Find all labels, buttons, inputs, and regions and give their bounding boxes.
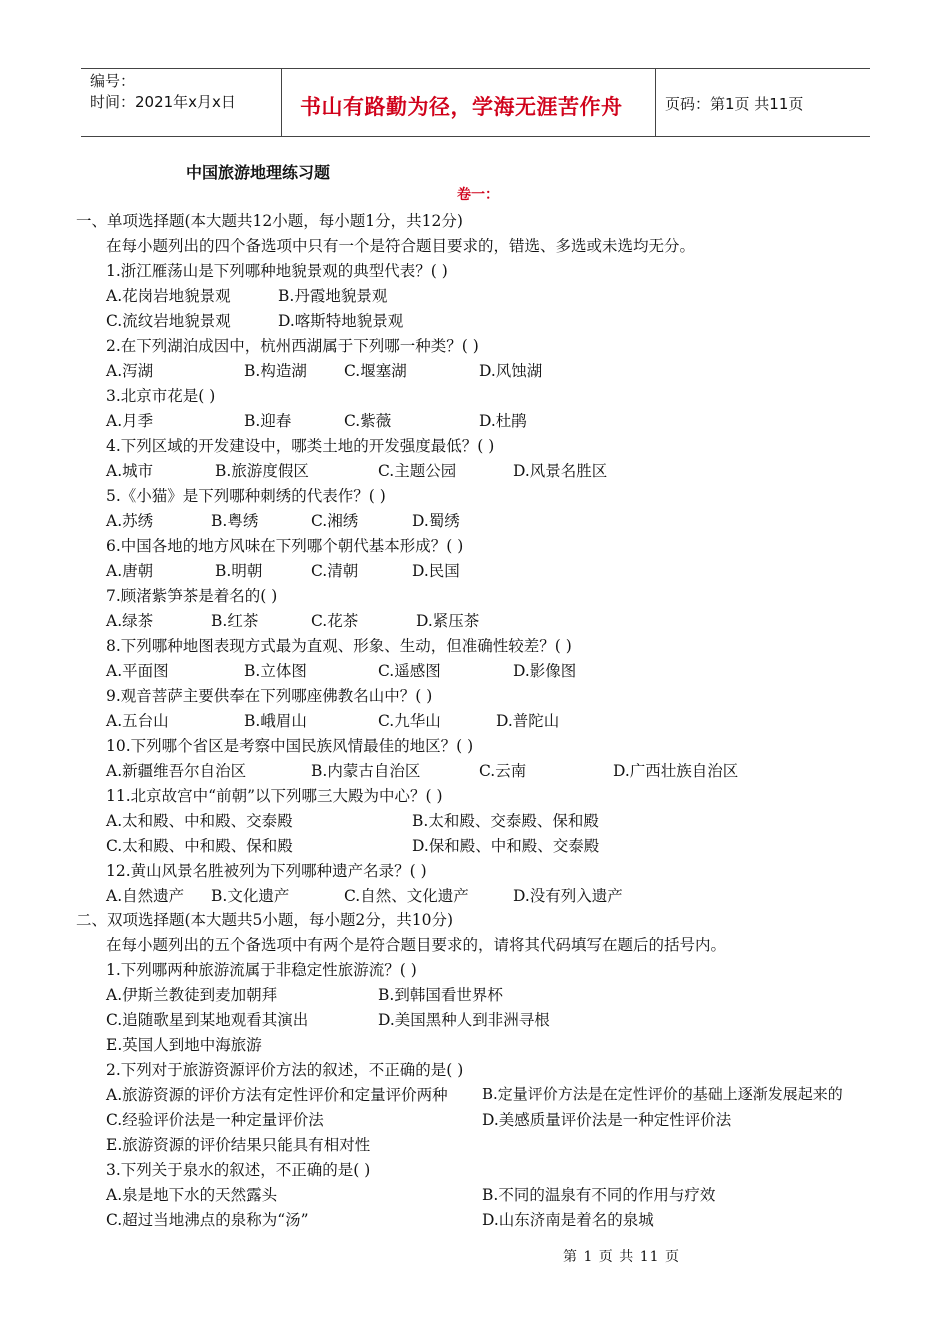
option-d: D.影像图 xyxy=(513,662,577,680)
option-c: C.堰塞湖 xyxy=(344,362,407,380)
option-c: C.超过当地沸点的泉称为“汤” xyxy=(106,1211,309,1229)
option-b: B.旅游度假区 xyxy=(215,462,309,480)
section1-heading: 一、单项选择题(本大题共12小题，每小题1分，共12分) xyxy=(76,212,463,230)
option-c: C.紫薇 xyxy=(344,412,392,430)
option-d: D.美国黑种人到非洲寻根 xyxy=(378,1011,550,1029)
option-b: B.立体图 xyxy=(244,662,307,680)
question-text: 5.《小猫》是下列哪种刺绣的代表作？( ) xyxy=(106,487,386,505)
option-b: B.太和殿、交泰殿、保和殿 xyxy=(412,812,599,830)
option-a: A.城市 xyxy=(106,462,154,480)
question-text: 9.观音菩萨主要供奉在下列哪座佛教名山中？( ) xyxy=(106,687,433,705)
option-b: B.峨眉山 xyxy=(244,712,307,730)
page-footer: 第 1 页 共 11 页 xyxy=(563,1249,680,1265)
option-b: B.文化遗产 xyxy=(211,887,290,905)
question-text: 1.浙江雁荡山是下列哪种地貌景观的典型代表？( ) xyxy=(106,262,448,280)
question-text: 3.北京市花是( ) xyxy=(106,387,216,405)
option-e: E.英国人到地中海旅游 xyxy=(106,1036,262,1054)
option-c: C.湘绣 xyxy=(311,512,359,530)
option-d: D.蜀绣 xyxy=(412,512,460,530)
option-b: B.到韩国看世界杯 xyxy=(378,986,503,1004)
option-a: A.泉是地下水的天然露头 xyxy=(106,1186,278,1204)
option-c: C.九华山 xyxy=(378,712,441,730)
option-b: B.迎春 xyxy=(244,412,292,430)
option-c: C.追随歌星到某地观看其演出 xyxy=(106,1011,309,1029)
question-text: 6.中国各地的地方风味在下列哪个朝代基本形成？( ) xyxy=(106,537,464,555)
section1-instruction: 在每小题列出的四个备选项中只有一个是符合题目要求的，错选、多选或未选均无分。 xyxy=(106,237,696,255)
option-b: B.不同的温泉有不同的作用与疗效 xyxy=(482,1186,716,1204)
option-d: D.民国 xyxy=(412,562,460,580)
question-text: 7.顾渚紫笋茶是着名的( ) xyxy=(106,587,278,605)
question-text: 10.下列哪个省区是考察中国民族风情最佳的地区？( ) xyxy=(106,737,474,755)
question-text: 2.在下列湖泊成因中，杭州西湖属于下列哪一种类？( ) xyxy=(106,337,479,355)
option-c: C.太和殿、中和殿、保和殿 xyxy=(106,837,293,855)
header-meta xyxy=(90,71,236,113)
header-divider-left xyxy=(281,68,282,136)
header-motto: 书山有路勤为径，学海无涯苦作舟 xyxy=(300,95,623,119)
option-b: B.粤绣 xyxy=(211,512,259,530)
option-d: D.杜鹃 xyxy=(479,412,527,430)
option-a: A.五台山 xyxy=(106,712,169,730)
option-d: D.没有列入遗产 xyxy=(513,887,623,905)
option-b: B.定量评价方法是在定性评价的基础上逐渐发展起来的 xyxy=(482,1085,843,1103)
question-text: 8.下列哪种地图表现方式最为直观、形象、生动，但准确性较差？( ) xyxy=(106,637,572,655)
option-a: A.花岗岩地貌景观 xyxy=(106,287,231,305)
option-b: B.丹霞地貌景观 xyxy=(278,287,388,305)
option-a: A.苏绣 xyxy=(106,512,154,530)
question-text: 4.下列区域的开发建设中，哪类土地的开发强度最低？( ) xyxy=(106,437,495,455)
option-d: D.紧压茶 xyxy=(416,612,480,630)
option-e: E.旅游资源的评价结果只能具有相对性 xyxy=(106,1136,371,1154)
option-d: D.美感质量评价法是一种定性评价法 xyxy=(482,1111,732,1129)
option-c: C.云南 xyxy=(479,762,527,780)
volume-label: 卷一： xyxy=(457,187,499,203)
option-a: A.旅游资源的评价方法有定性评价和定量评价两种 xyxy=(106,1086,448,1104)
option-a: A.泻湖 xyxy=(106,362,154,380)
option-c: C.花茶 xyxy=(311,612,359,630)
header-divider-right xyxy=(655,68,656,136)
option-c: C.主题公园 xyxy=(378,462,457,480)
option-a: A.平面图 xyxy=(106,662,169,680)
question-text: 2.下列对于旅游资源评价方法的叙述，不正确的是( ) xyxy=(106,1061,464,1079)
header-bottom-rule xyxy=(81,136,870,137)
page-title: 中国旅游地理练习题 xyxy=(186,163,331,182)
option-d: D.风蚀湖 xyxy=(479,362,543,380)
option-c: C.遥感图 xyxy=(378,662,441,680)
option-a: A.唐朝 xyxy=(106,562,154,580)
question-text: 11.北京故宫中“前朝”以下列哪三大殿为中心？( ) xyxy=(106,787,443,805)
option-d: D.普陀山 xyxy=(496,712,560,730)
option-a: A.绿茶 xyxy=(106,612,154,630)
option-d: D.广西壮族自治区 xyxy=(613,762,739,780)
question-text: 12.黄山风景名胜被列为下列哪种遗产名录？( ) xyxy=(106,862,427,880)
option-b: B.明朝 xyxy=(215,562,263,580)
option-b: B.内蒙古自治区 xyxy=(311,762,421,780)
option-b: B.构造湖 xyxy=(244,362,307,380)
header-page-number: 页码：第1页 共11页 xyxy=(665,95,804,113)
option-a: A.自然遗产 xyxy=(106,887,185,905)
option-b: B.红茶 xyxy=(211,612,259,630)
option-d: D.山东济南是着名的泉城 xyxy=(482,1211,654,1229)
option-a: A.伊斯兰教徒到麦加朝拜 xyxy=(106,986,278,1004)
option-c: C.经验评价法是一种定量评价法 xyxy=(106,1111,324,1129)
option-d: D.保和殿、中和殿、交泰殿 xyxy=(412,837,600,855)
option-c: C.自然、文化遗产 xyxy=(344,887,469,905)
section2-heading: 二、双项选择题(本大题共5小题，每小题2分，共10分) xyxy=(76,911,454,929)
option-a: A.新疆维吾尔自治区 xyxy=(106,762,247,780)
option-d: D.喀斯特地貌景观 xyxy=(278,312,404,330)
document-date: 时间：2021年x月x日 xyxy=(90,93,236,111)
option-d: D.风景名胜区 xyxy=(513,462,608,480)
section2-instruction: 在每小题列出的五个备选项中有两个是符合题目要求的，请将其代码填写在题后的括号内。 xyxy=(106,936,727,954)
question-text: 1.下列哪两种旅游流属于非稳定性旅游流？( ) xyxy=(106,961,417,979)
document-number: 编号： xyxy=(90,72,136,90)
option-a: A.月季 xyxy=(106,412,154,430)
header-top-rule xyxy=(81,68,870,69)
option-c: C.清朝 xyxy=(311,562,359,580)
question-text: 3.下列关于泉水的叙述，不正确的是( ) xyxy=(106,1161,371,1179)
option-a: A.太和殿、中和殿、交泰殿 xyxy=(106,812,293,830)
option-c: C.流纹岩地貌景观 xyxy=(106,312,231,330)
